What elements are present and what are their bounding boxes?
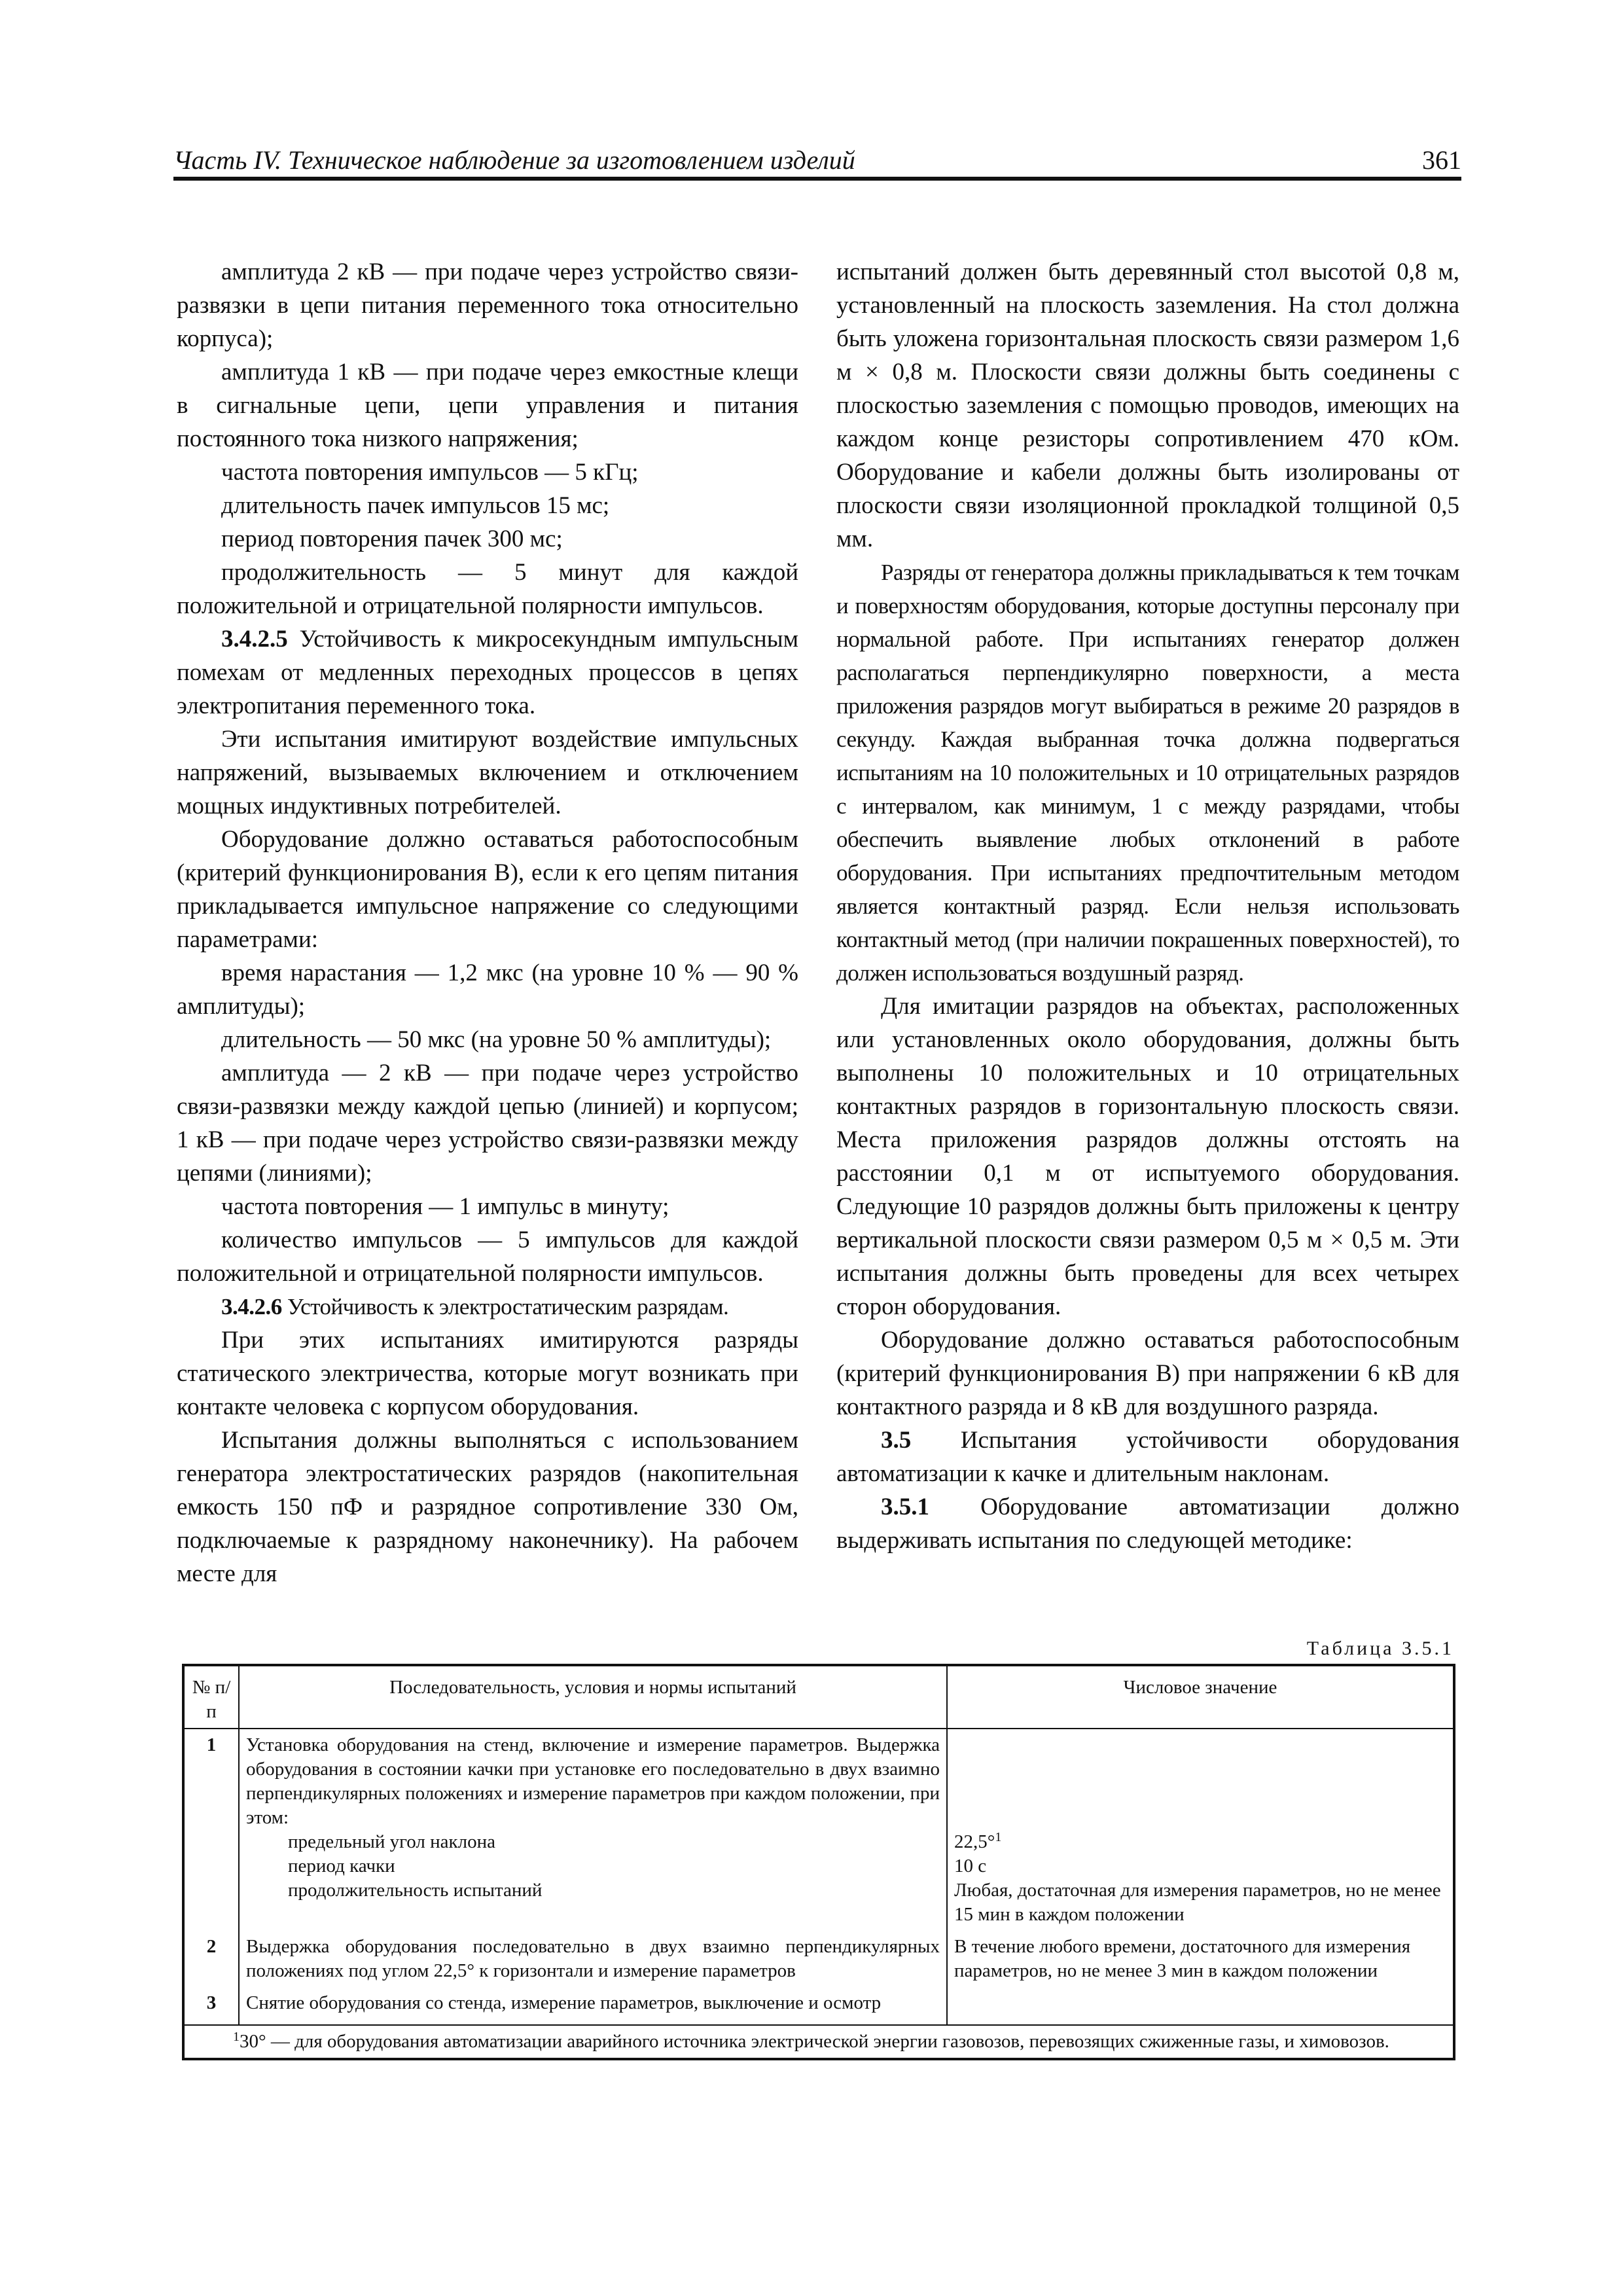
paragraph: длительность пачек импульсов 15 мс; <box>221 492 610 519</box>
footnote-text: 30° — для оборудования автоматизации аварийного источника электрической энергии газовозов, перевозящих сжиженные газы, и химовозов. <box>240 2031 1389 2052</box>
row-subitem: предельный угол наклона <box>288 1831 495 1852</box>
column-header-sequence: Последовательность, условия и нормы испытаний <box>239 1665 947 1729</box>
row-description <box>239 1729 947 1931</box>
value-item: 10 с <box>954 1856 987 1876</box>
paragraph: Эти испытания имитируют воздействие импульсных напряжений, вызываемых включением и отключением мощных индуктивных потребителей. <box>177 726 798 819</box>
table-row <box>183 1987 1454 2025</box>
paragraph: Разряды от генератора должны прикладываться к тем точкам и поверхностям оборудования, которые доступны персоналу при нормальной работе. При испытаниях генератор должен располагаться перпендикулярно поверхности, а места приложения разрядов могут выбираться в режиме 20 разрядов в секунду. Каждая выбранная точка должна подвергаться испытаниям на 10 положительных и 10 отрицательных разрядов с интервалом, как минимум, 1 с между разрядами, чтобы обеспечить выявление любых отклонений в работе оборудования. При испытаниях предпочтительным методом является контактный разряд. Если нельзя использовать контактный метод (при наличии покрашенных поверхностей), то должен использоваться воздушный разряд. <box>836 560 1459 986</box>
section-number: 3.5.1 <box>881 1494 929 1520</box>
paragraph: Оборудование должно оставаться работоспособным (критерий функционирования В), если к его цепям питания прикладывается импульсное напряжение со следующими параметрами: <box>177 826 798 953</box>
row-number: 1 <box>183 1729 239 1931</box>
row-subitem: период качки <box>288 1856 395 1876</box>
value-item: 22,5°$^1$ <box>954 1830 1002 1852</box>
footnote-ref: 1 <box>995 1830 1002 1844</box>
row-value <box>947 1729 1454 1931</box>
table-footnote <box>183 2025 1454 2059</box>
section-3-5 <box>836 1424 1459 1490</box>
left-column <box>177 255 798 1590</box>
paragraph: амплитуда 1 кВ — при подаче через емкостные клещи в сигнальные цепи, цепи управления и питания постоянного тока низкого напряжения; <box>177 359 798 452</box>
paragraph: продолжительность — 5 минут для каждой положительной и отрицательной полярности импульсов. <box>177 559 798 619</box>
paragraph: длительность — 50 мкс (на уровне 50 % амплитуды); <box>221 1026 772 1053</box>
row-description: Выдержка оборудования последовательно в двух взаимно перпендикулярных положениях под углом 22,5° к горизонтали и измерение параметров <box>239 1931 947 1987</box>
row-text: Установка оборудования на стенд, включение и измерение параметров. Выдержка оборудования в состоянии качки при установке его последовательно в двух взаимно перпендикулярных положениях и измерение параметров при каждом положении, при этом: <box>246 1734 940 1828</box>
section-title: Оборудование автоматизации должно выдерживать испытания по следующей методике: <box>836 1494 1459 1554</box>
row-value <box>947 1987 1454 2025</box>
section-3-4-2-6 <box>177 1290 798 1323</box>
row-value: В течение любого времени, достаточного для измерения параметров, но не менее 3 мин в каждом положении <box>947 1931 1454 1987</box>
section-number: 3.4.2.6 <box>221 1294 282 1319</box>
paragraph: период повторения пачек 300 мс; <box>221 526 563 552</box>
paragraph: частота повторения импульсов — 5 кГц; <box>221 459 639 486</box>
running-title: Часть IV. Техническое наблюдение за изготовлением изделий <box>173 145 855 175</box>
right-column <box>836 255 1459 1557</box>
paragraph: Оборудование должно оставаться работоспособным (критерий функционирования В) при напряжении 6 кВ для контактного разряда и 8 кВ для воздушного разряда. <box>836 1327 1459 1420</box>
header-rule <box>173 177 1461 181</box>
paragraph: количество импульсов — 5 импульсов для каждой положительной и отрицательной полярности импульсов. <box>177 1227 798 1287</box>
paragraph: амплитуда 2 кВ — при подаче через устройство связи-развязки в цепи питания переменного тока относительно корпуса); <box>177 259 798 352</box>
page-header <box>173 145 1461 175</box>
row-number: 2 <box>183 1931 239 1987</box>
section-title: Устойчивость к микросекундным импульсным помехам от медленных переходных процессов в цепях электропитания переменного тока. <box>177 626 798 719</box>
page-number: 361 <box>1422 145 1461 175</box>
paragraph: время нарастания — 1,2 мкс (на уровне 10 % — 90 % амплитуды); <box>177 960 798 1020</box>
section-title: Устойчивость к электростатическим разрядам. <box>287 1294 729 1319</box>
row-subitem: продолжительность испытаний <box>288 1880 543 1901</box>
table-header-row <box>183 1665 1454 1729</box>
footnote-mark: 1 <box>233 2030 240 2044</box>
paragraph: Испытания должны выполняться с использованием генератора электростатических разрядов (накопительная емкость 150 пФ и разрядное сопротивление 330 Ом, подключаемые к разрядному наконечнику). На рабочем месте для <box>177 1427 798 1587</box>
section-number: 3.5 <box>881 1427 912 1454</box>
section-title: Испытания устойчивости оборудования автоматизации к качке и длительным наклонам. <box>836 1427 1460 1487</box>
section-3-5-1 <box>836 1490 1459 1557</box>
section-3-4-2-5 <box>177 622 798 723</box>
table-row <box>183 1729 1454 1931</box>
section-number: 3.4.2.5 <box>221 626 288 653</box>
test-table <box>182 1664 1455 2060</box>
column-header-value: Числовое значение <box>947 1665 1454 1729</box>
table-caption: Таблица 3.5.1 <box>1306 1638 1454 1659</box>
paragraph: Для имитации разрядов на объектах, расположенных или установленных около оборудования, должны быть выполнены 10 положительных и 10 отрицательных контактных разрядов в горизонтальную плоскость связи. Места приложения разрядов должны отстоять на расстоянии 0,1 м от испытуемого оборудования. Следующие 10 разрядов должны быть приложены к центру вертикальной плоскости связи размером 0,5 м × 0,5 м. Эти испытания должны быть проведены для всех четырех сторон оборудования. <box>836 993 1459 1320</box>
paragraph: При этих испытаниях имитируются разряды статического электричества, которые могут возникать при контакте человека с корпусом оборудования. <box>177 1327 798 1420</box>
row-number: 3 <box>183 1987 239 2025</box>
row-description: Снятие оборудования со стенда, измерение параметров, выключение и осмотр <box>239 1987 947 2025</box>
table-footnote-row <box>183 2025 1454 2059</box>
paragraph: амплитуда — 2 кВ — при подаче через устройство связи-развязки между каждой цепью (линией) и корпусом; 1 кВ — при подаче через устройство связи-развязки между цепями (линиями); <box>177 1060 798 1187</box>
paragraph: испытаний должен быть деревянный стол высотой 0,8 м, установленный на плоскость заземления. На стол должна быть уложена горизонтальная плоскость связи размером 1,6 м × 0,8 м. Плоскости связи должны быть соединены с плоскостью заземления с помощью проводов, имеющих на каждом конце резисторы сопротивлением 470 кОм. Оборудование и кабели должны быть изолированы от плоскости связи изоляционной прокладкой толщиной 0,5 мм. <box>836 259 1459 552</box>
paragraph: частота повторения — 1 импульс в минуту; <box>221 1193 669 1220</box>
column-header-number: № п/п <box>183 1665 239 1729</box>
table-row <box>183 1931 1454 1987</box>
value-item: Любая, достаточная для измерения параметров, но не менее 15 мин в каждом положении <box>954 1880 1441 1925</box>
